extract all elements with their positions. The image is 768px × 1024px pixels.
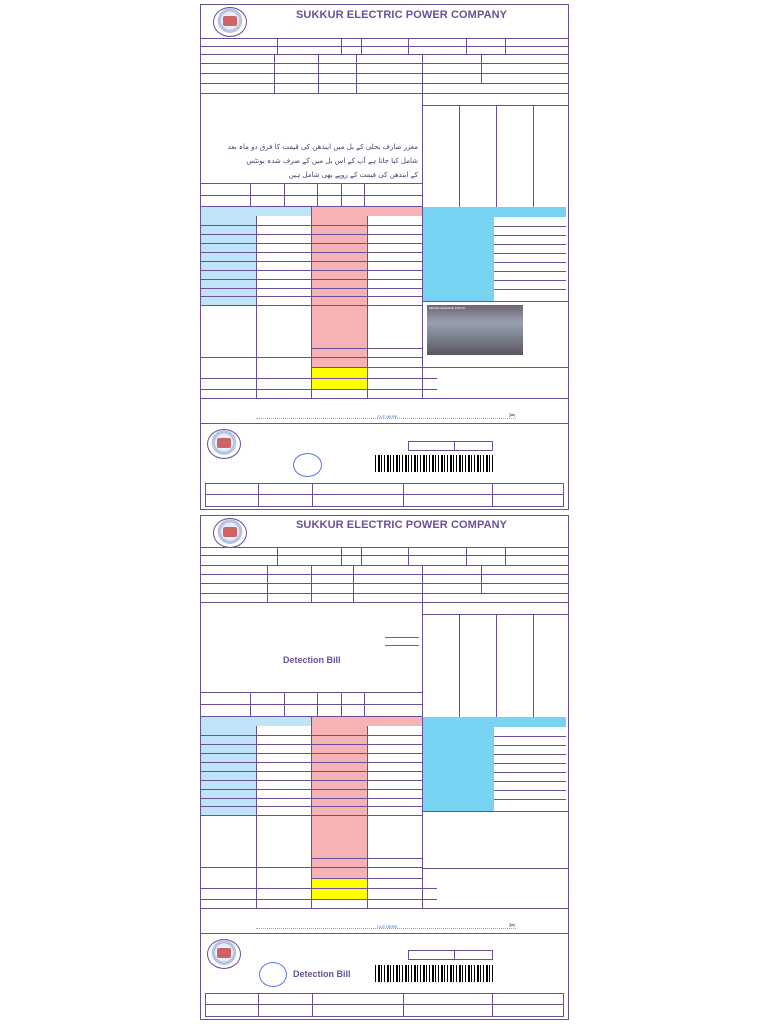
- stub-logo: [207, 429, 241, 459]
- barcode: [375, 455, 493, 472]
- scissors-icon: ✂: [509, 921, 516, 930]
- stub-detection-bill-label: Detection Bill: [293, 969, 351, 979]
- company-logo: [213, 518, 247, 548]
- urdu-notice-line-2: شامل کیا جاتا ہے آپ کے اس بل میں کے صرف شدہ یونٹس: [246, 157, 418, 165]
- stamp-circle: [293, 453, 322, 477]
- middle-panel-labels: [312, 726, 367, 878]
- stub-logo: [207, 939, 241, 969]
- barcode: [375, 965, 493, 982]
- meter-reading-photo: METER READING PHOTO: [427, 305, 523, 355]
- right-panel-header: [423, 207, 566, 217]
- bill-bottom: [200, 515, 569, 1020]
- urdu-notice-line-3: کے ایندھن کی قیمت کے روپے بھی شامل ہیں: [288, 171, 418, 179]
- middle-panel-labels: [312, 216, 367, 367]
- right-panel-labels: [423, 217, 494, 301]
- stub-due-box: [408, 950, 493, 960]
- scissors-icon: ✂: [509, 411, 516, 420]
- right-panel-labels: [423, 727, 494, 811]
- urdu-notice-line-1: معزز صارف بجلی کے بل میں ایندھن کی قیمت کا فرق دو ماہ بعد: [227, 143, 418, 151]
- cut-here-label: CUT HERE: [377, 924, 398, 929]
- detection-bill-label: Detection Bill: [283, 655, 341, 665]
- left-panel-header: [201, 717, 311, 726]
- company-logo: [213, 7, 247, 37]
- company-title: SUKKUR ELECTRIC POWER COMPANY: [296, 9, 508, 21]
- company-title: SUKKUR ELECTRIC POWER COMPANY: [296, 519, 508, 531]
- stamp-circle: [259, 962, 287, 987]
- right-panel-header: [423, 717, 566, 727]
- middle-panel-header: [312, 207, 422, 216]
- cut-here-label: CUT HERE: [377, 414, 398, 419]
- left-panel-header: [201, 207, 311, 216]
- bill-top: [200, 4, 569, 510]
- stub-due-box: [408, 441, 493, 451]
- middle-panel-header: [312, 717, 422, 726]
